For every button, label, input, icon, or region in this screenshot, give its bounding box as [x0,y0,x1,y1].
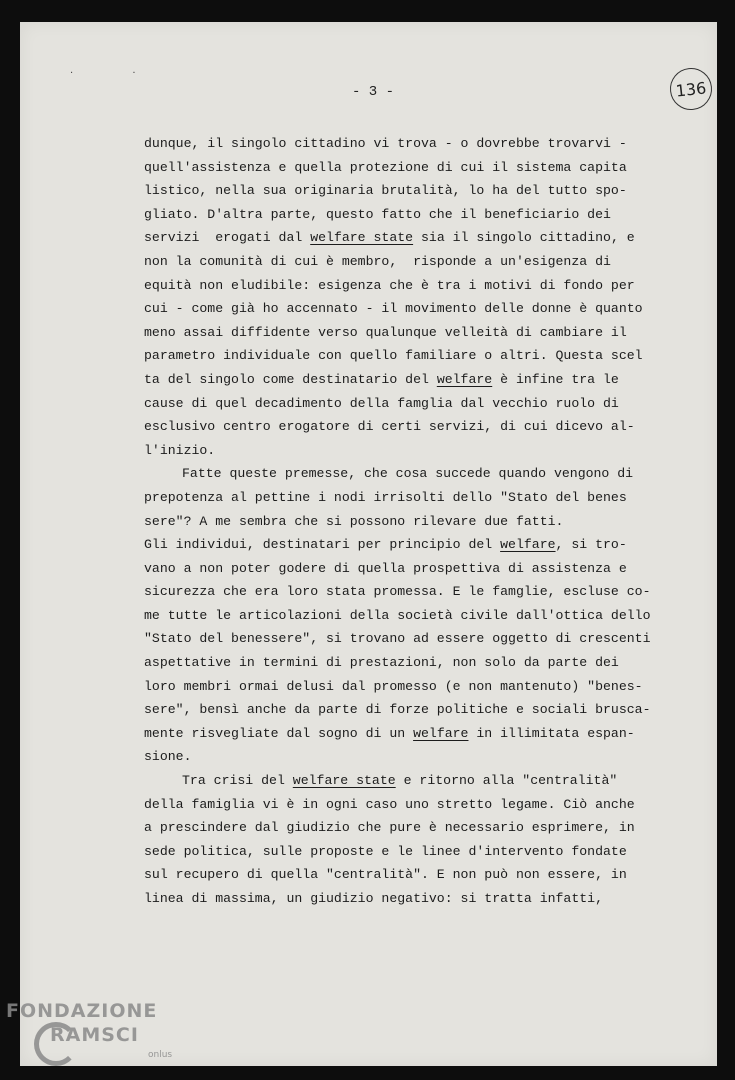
text-line [144,226,664,250]
text-segment: è infine tra le [492,371,619,387]
archive-number-stamp: 136 [668,66,714,112]
text-line: gliato. D'altra parte, questo fatto che il beneficiario dei [144,206,611,222]
text-line: non la comunità di cui è membro, risponde a un'esigenza di [144,253,611,269]
text-line: linea di massima, un giudizio negativo: si tratta infatti, [144,891,603,906]
text-line: sere", bensì anche da parte di forze politiche e sociali brusca- [144,702,651,718]
text-line: della famiglia vi è in ogni caso uno stretto legame. Ciò anche [144,796,635,812]
text-line: cui - come già ho accennato - il movimento delle donne è quanto [144,301,643,317]
text-line: quell'assistenza e quella protezione di cui il sistema capita [144,159,627,175]
text-segment: mente risvegliate dal sogno di un [144,725,414,741]
text-line: meno assai diffidente verso qualunque velleità di cambiare il [144,324,627,340]
text-line: cause di quel decadimento della famglia dal vecchio ruolo di [144,395,619,411]
text-segment: Tra crisi del [182,773,293,789]
text-line [144,533,664,557]
typed-text-body [144,132,664,911]
text-line: "Stato del benessere", si trovano ad essere oggetto di crescenti [144,631,651,647]
text-line [144,722,664,746]
text-line: me tutte le articolazioni della società civile dall'ottica dello [144,607,651,623]
text-segment: Gli individui, destinatari per principio del [144,537,501,553]
text-line [144,368,664,392]
watermark-line1: FONDAZIONE [6,1000,158,1022]
text-line: esclusivo centro erogatore di certi servizi, di cui dicevo al- [144,419,635,435]
watermark-line2: RAMSCI [50,1024,139,1046]
text-line: sione. [144,749,192,765]
page-number: - 3 - [352,84,395,100]
underlined-term: welfare [500,537,556,553]
text-line: equità non eludibile: esigenza che è tra i motivi di fondo per [144,277,635,293]
text-line: sul recupero di quella "centralità". E non può non essere, in [144,867,627,883]
text-line: l'inizio. [144,442,216,458]
text-line: parametro individuale con quello familiare o altri. Questa scel [144,348,643,364]
fondazione-gramsci-watermark [6,1000,196,1078]
text-line: sere"? A me sembra che si possono rilevare due fatti. [144,513,564,529]
underlined-term: welfare state [310,230,414,246]
text-line: aspettative in termini di prestazioni, non solo da parte dei [144,655,619,671]
underlined-term: welfare [413,725,469,741]
text-line [144,769,664,793]
text-segment: in illimitata espan- [468,725,635,741]
text-line: listico, nella sua originaria brutalità, lo ha del tutto spo- [144,183,627,199]
underlined-term: welfare [436,371,493,387]
text-line: dunque, il singolo cittadino vi trova - o dovrebbe trovarvi - [144,136,627,151]
text-segment: sia il singolo cittadino, e [413,230,635,246]
watermark-onlus: onlus [148,1050,173,1060]
text-line: loro membri ormai delusi dal promesso (e non mantenuto) "benes- [144,678,643,694]
text-line: vano a non poter godere di quella prospettiva di assistenza e [144,560,627,576]
text-segment: ta del singolo come destinatario del [144,371,437,387]
text-segment: servizi erogati dal [144,230,311,246]
text-line: sede politica, sulle proposte e le linee d'intervento fondate [144,843,627,859]
text-line: prepotenza al pettine i nodi irrisolti dello "Stato del benes [144,489,627,505]
text-segment: , si tro- [555,537,627,553]
text-line: sicurezza che era loro stata promessa. E le famglie, escluse co- [144,584,651,600]
underlined-term: welfare state [292,773,396,789]
text-line: Fatte queste premesse, che cosa succede quando vengono di [182,466,634,482]
margin-marks: · · [70,68,164,79]
text-segment: e ritorno alla "centralità" [395,773,618,789]
text-line: a prescindere dal giudizio che pure è necessario esprimere, in [144,820,635,836]
